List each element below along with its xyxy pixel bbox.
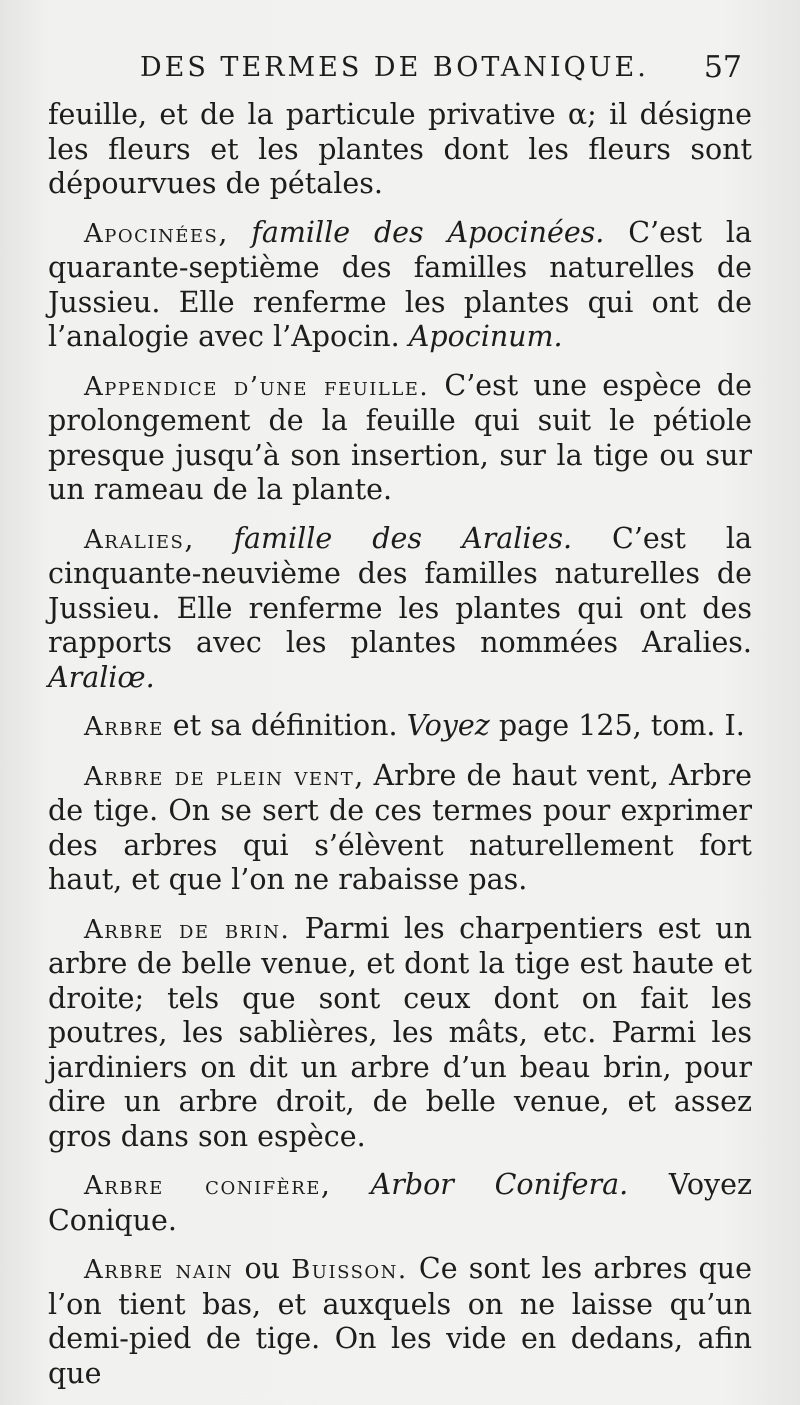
entry-aralies — [48, 522, 752, 696]
headword: Arbre de brin. — [84, 914, 291, 945]
headword: Arbre conifère — [84, 1171, 321, 1201]
definition-text: Ce sont les arbres que l’on tient bas, et auxquels on ne laisse qu’un demi-pied de tige. On les vide en dedans, afin que — [48, 1252, 753, 1390]
headword: Arbre de plein vent — [84, 761, 355, 792]
cross-reference: Voyez — [406, 709, 490, 742]
italic-gloss: famille des Apocinées. — [251, 215, 605, 249]
latin-name: Araliœ. — [48, 660, 155, 694]
headword: Aralies — [84, 524, 185, 555]
entry-arbre-de-brin — [48, 912, 752, 1155]
definition-text-2: page 125, tom. I. — [489, 709, 745, 742]
entry-arbre-conifere — [48, 1168, 752, 1238]
headword: Apocinées — [84, 218, 219, 249]
definition-text: C’est une espèce de prolongement de la feuille qui suit le pétiole presque jusqu’à son insertion, sur la tige ou sur un rameau de la plante. — [48, 368, 752, 506]
headword-2: Buisson. — [291, 1255, 408, 1285]
separator: , — [320, 1168, 371, 1201]
headword: Arbre nain — [84, 1255, 234, 1285]
paragraph-text: feuille, et de la particule privative α; il désigne les fleurs et les plantes dont les fleurs sont dépourvues de pétales. — [48, 98, 752, 200]
definition-text: et sa définition. — [163, 709, 407, 742]
headword: Appendice d’une feuille. — [84, 371, 430, 402]
entry-arbre-de-plein-vent — [48, 759, 752, 898]
latin-name: Arbor Conifera. — [370, 1168, 629, 1201]
separator: , — [184, 521, 234, 555]
definition-text: Parmi les charpentiers est un arbre de belle venue, et dont la tige est haute et droite; tels que sont ceux dont on fait les poutres, les sablières, les mâts, etc. Parmi les jardiniers on dit un arbre d’un beau brin, pour dire un arbre droit, de belle venue, et assez gros dans son espèce. — [48, 911, 752, 1153]
definition-text: , Arbre de haut vent, Arbre de tige. On se sert de ces termes pour exprimer des arbres qui s’élèvent naturellement fort haut, et que l’on ne rabaisse pas. — [48, 758, 752, 896]
entry-arbre — [48, 709, 752, 745]
headword: Arbre — [84, 712, 164, 742]
separator: , — [218, 215, 252, 249]
running-head — [0, 52, 800, 92]
definition-text: C’est la cinquante-neuvième des familles naturelles de Jussieu. Elle renferme les plantes qui ont des rapports avec les plantes nommées Aralies. — [48, 521, 752, 659]
entry-appendice — [48, 369, 752, 508]
body-text — [48, 98, 752, 1405]
connector-text: ou — [233, 1252, 292, 1285]
entry-apocinees — [48, 216, 752, 355]
definition-text: C’est la quarante-septième des familles naturelles de Jussieu. Elle renferme les plantes qui ont de l’analogie avec l’Apocin. — [48, 215, 752, 353]
running-title: DES TERMES DE BOTANIQUE. — [140, 52, 649, 83]
latin-name: Apocinum. — [408, 320, 563, 353]
definition-text: Voyez Conique. — [48, 1168, 752, 1237]
page-number: 57 — [703, 50, 742, 85]
paragraph-continuation — [48, 98, 752, 202]
entry-arbre-nain — [48, 1252, 752, 1391]
italic-gloss: famille des Aralies. — [233, 521, 573, 555]
